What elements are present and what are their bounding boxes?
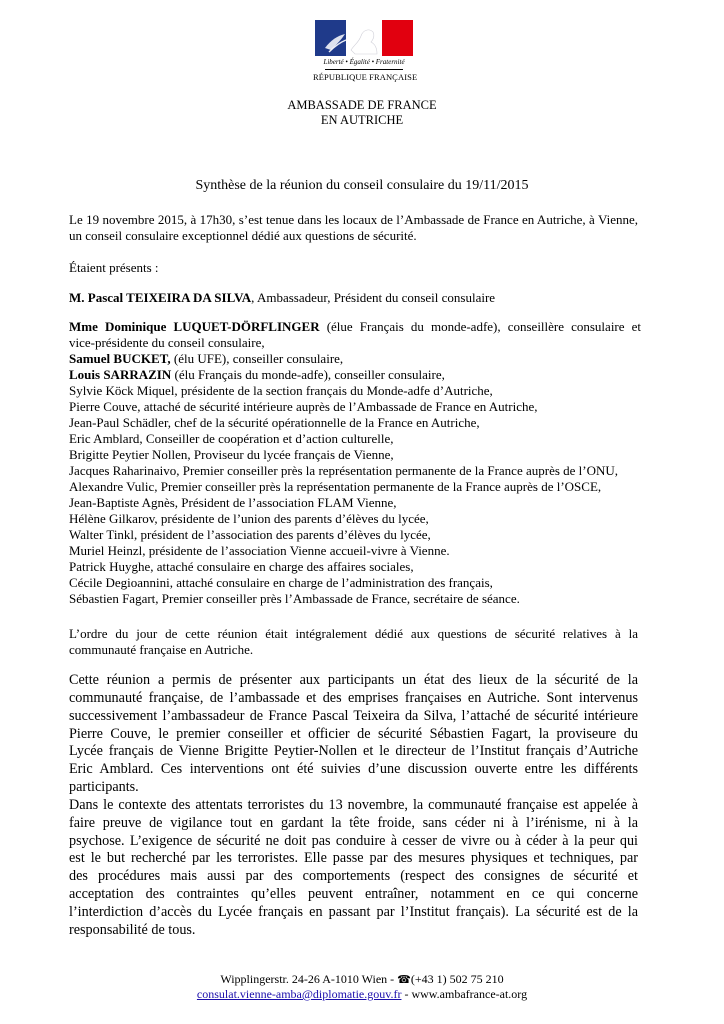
agenda-paragraph: L’ordre du jour de cette réunion était intégralement dédié aux questions de sécurité relatives à la communauté française en Autriche. [69, 626, 638, 657]
body-line: psychose. L’exigence de sécurité ne doit pas conduire à cesser de vivre ou à céder à la peur qui [69, 832, 638, 849]
body-line: acceptation des contraintes qu’elles peuvent entraîner, notamment en ce qui concerne [69, 886, 638, 903]
document-title: Synthèse de la réunion du conseil consulaire du 19/11/2015 [195, 178, 529, 193]
attendee-role: Sylvie Köck Miquel, présidente de la section français du Monde-adfe d’Autriche, [69, 383, 493, 398]
footer-phone: (+43 1) 502 75 210 [410, 972, 504, 986]
attendee-line [69, 559, 641, 575]
body-line: des procédures mais aussi par des comportements (respect des consignes de sécurité et [69, 868, 638, 885]
email-link[interactable]: consulat.vienne-amba@diplomatie.gouv.fr [196, 987, 402, 1001]
president-role: , Ambassadeur, Président du conseil consulaire [251, 290, 496, 305]
attendee-line [69, 335, 641, 351]
attendee-role: Muriel Heinzl, présidente de l’association Vienne accueil-vivre à Vienne. [69, 543, 450, 558]
body-line: faire preuve de vigilance tout en gardant la tête froide, sans céder ni à l’irénisme, ni à la [69, 814, 638, 831]
body-line: Lycée français de Vienne Brigitte Peytier-Nollen et le directeur de l’Institut français d’Autriche [69, 743, 638, 760]
attendee-role: Hélène Gilkarov, présidente de l’union des parents d’élèves du lycée, [69, 511, 429, 526]
body-text [69, 672, 638, 940]
attendee-role: (élu Français du monde-adfe), conseiller consulaire, [171, 367, 445, 382]
attendee-role: Walter Tinkl, président de l’association des parents d’élèves du lycée, [69, 527, 431, 542]
attendee-line [69, 447, 641, 463]
president-line [69, 290, 638, 306]
body-line: Dans le contexte des attentats terroristes du 13 novembre, la communauté française est appelée à [69, 796, 638, 813]
body-line: l’interdiction d’accès du Lycée français en passant par l’Institut français). La sécurité est de la [69, 903, 638, 920]
attendee-role: Brigitte Peytier Nollen, Proviseur du lycée français de Vienne, [69, 447, 394, 462]
logo-divider [325, 69, 403, 70]
body-line: est le but recherché par les terroristes. Elle passe par des mesures physiques et techniques, par [69, 850, 638, 867]
body-line: participants. [69, 779, 139, 796]
attendee-line [69, 415, 641, 431]
attendee-name: Samuel BUCKET, [69, 351, 171, 366]
attendee-name: Louis SARRAZIN [69, 367, 172, 382]
attendee-role: Jean-Baptiste Agnès, Président de l’association FLAM Vienne, [69, 495, 397, 510]
attendee-role: Eric Amblard, Conseiller de coopération et d’action culturelle, [69, 431, 394, 446]
attendee-role: Pierre Couve, attaché de sécurité intérieure auprès de l’Ambassade de France en Autriche, [69, 399, 538, 414]
attendee-line [69, 575, 641, 591]
embassy-name: AMBASSADE DE FRANCE [287, 98, 437, 112]
telephone-icon: ☎ [397, 973, 411, 986]
logo-republic: RÉPUBLIQUE FRANÇAISE [313, 72, 418, 82]
body-line: responsabilité de tous. [69, 921, 196, 938]
body-line: Eric Amblard. Ces interventions ont été suivies d’une discussion ouverte entre les différents [69, 761, 638, 778]
attendee-role: Patrick Huyghe, attaché consulaire en charge des affaires sociales, [69, 559, 414, 574]
attendee-line [69, 511, 641, 527]
republique-francaise-logo [313, 20, 418, 84]
attendee-line [69, 319, 641, 335]
footer-contact-line [120, 987, 604, 1002]
intro-paragraph: Le 19 novembre 2015, à 17h30, s’est tenue dans les locaux de l’Ambassade de France en Autriche, à Vienne, un conseil consulaire exceptionnel dédié aux questions de sécurité. [69, 212, 638, 243]
attendee-role: Sébastien Fagart, Premier conseiller près l’Ambassade de France, secrétaire de séance. [69, 591, 520, 606]
attendee-line [69, 527, 641, 543]
attendee-line [69, 479, 641, 495]
body-line: communauté française, de l’ambassade et des emprises françaises en Autriche. Sont intervenus [69, 689, 638, 706]
attendee-role: (élue Français du monde-adfe), conseillère consulaire et [319, 319, 641, 334]
attendee-name: Mme Dominique LUQUET-DÖRFLINGER [69, 319, 320, 334]
attendee-line [69, 351, 641, 367]
attendee-line [69, 591, 641, 607]
footer-website: - www.ambafrance-at.org [401, 987, 528, 1001]
attendee-line [69, 463, 641, 479]
footer-address-line [120, 972, 604, 987]
attendee-line [69, 543, 641, 559]
attendee-line [69, 399, 641, 415]
present-label: Étaient présents : [69, 260, 159, 275]
attendee-line [69, 367, 641, 383]
logo-motto: Liberté • Égalité • Fraternité [323, 58, 405, 66]
body-line: Pierre Couve, le premier conseiller et officier de sécurité Sébastien Fagart, la proviseure du [69, 725, 638, 742]
body-line: Cette réunion a permis de présenter aux participants un état des lieux de la sécurité de la [69, 672, 638, 688]
attendee-role: Alexandre Vulic, Premier conseiller près la représentation permanente de la France auprès de l’OSCE, [69, 479, 602, 494]
president-name: M. Pascal TEIXEIRA DA SILVA [69, 290, 252, 305]
attendee-role: vice-présidente du conseil consulaire, [69, 335, 265, 350]
marianne-flag-icon [315, 20, 413, 56]
attendee-role: Cécile Degioannini, attaché consulaire en charge de l’administration des français, [69, 575, 493, 590]
attendee-line [69, 383, 641, 399]
body-line: successivement l’ambassadeur de France Pascal Teixeira da Silva, l’attaché de sécurité intérieure [69, 707, 638, 724]
attendee-role: Jean-Paul Schädler, chef de la sécurité opérationnelle de la France en Autriche, [69, 415, 480, 430]
attendee-role: (élu UFE), conseiller consulaire, [170, 351, 344, 366]
attendee-line [69, 495, 641, 511]
attendee-role: Jacques Raharinaivo, Premier conseiller près la représentation permanente de la France auprès de l’ONU, [69, 463, 619, 478]
attendee-line [69, 431, 641, 447]
footer-address: Wipplingerstr. 24-26 A-1010 Wien - [220, 972, 398, 986]
embassy-country: EN AUTRICHE [320, 113, 404, 127]
